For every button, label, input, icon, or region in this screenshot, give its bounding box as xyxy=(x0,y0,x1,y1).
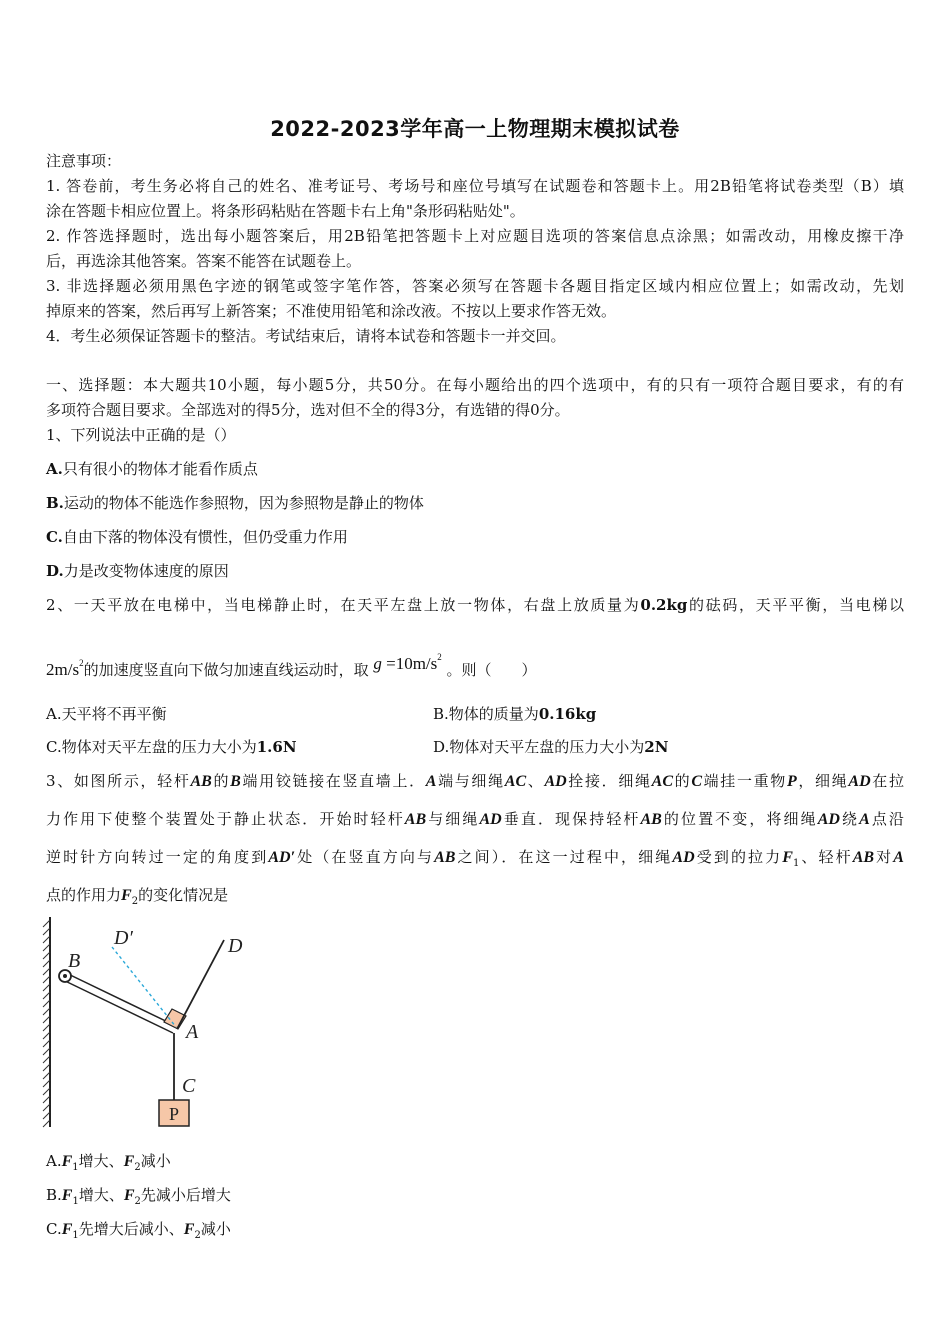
option-text: 物体对天平左盘的压力大小为 xyxy=(449,738,645,756)
option-label: B. xyxy=(46,1186,62,1204)
option-label: B. xyxy=(46,494,64,512)
var: B xyxy=(230,773,241,790)
option-label: C. xyxy=(46,528,63,546)
rope-ad-prime xyxy=(112,947,176,1027)
text: 增大、 xyxy=(78,1152,124,1170)
notice-line-5: 3. 非选择题必须用黑色字迹的钢笔或签字笔作答，答案必须写在答题卡各题目指定区域内相应位置上；如需改动，先划 xyxy=(46,277,904,295)
text: 增大、 xyxy=(78,1186,124,1204)
text: 对 xyxy=(874,848,894,866)
option-text: 只有很小的物体才能看作质点 xyxy=(62,460,258,478)
q2-option-d xyxy=(433,736,668,758)
option-text: 力是改变物体速度的原因 xyxy=(63,562,229,580)
q2-accel-value: 2m/s xyxy=(46,660,80,679)
q2-stem-c: 的加速度竖直向下做匀加速直线运动时，取 xyxy=(83,661,369,679)
label-p: P xyxy=(168,1104,180,1124)
var: AD xyxy=(544,773,567,790)
page-title: 2022-2023学年高一上物理期末模拟试卷 xyxy=(270,117,680,141)
text: 力作用下使整个装置处于静止状态．开始时轻杆 xyxy=(46,810,405,828)
subscript: 1 xyxy=(72,1162,79,1173)
text: 的 xyxy=(211,772,231,790)
text: 端用铰链接在竖直墙上． xyxy=(240,772,426,790)
q2-stem-a: 2、一天平放在电梯中，当电梯静止时，在天平左盘上放一物体，右盘上放质量为 xyxy=(46,596,641,614)
text: 在拉 xyxy=(870,772,904,790)
option-text: 运动的物体不能选作参照物，因为参照物是静止的物体 xyxy=(63,494,424,512)
wall-hatching xyxy=(43,920,50,1127)
option-label: A. xyxy=(46,1152,62,1170)
var: F xyxy=(123,1187,135,1204)
label-d: D xyxy=(228,935,243,957)
var: F xyxy=(123,1153,135,1170)
var: A xyxy=(859,811,870,828)
hinge-pin xyxy=(63,974,67,978)
label-a: A xyxy=(186,1021,199,1043)
q3-stem-line-3 xyxy=(46,846,904,875)
option-label: C. xyxy=(46,1220,62,1238)
option-label: B. xyxy=(433,705,449,723)
text: 的 xyxy=(672,772,692,790)
var: AB xyxy=(190,773,212,790)
option-label: D. xyxy=(46,562,64,580)
q2-stem-line-2 xyxy=(46,652,537,681)
text: 、轻杆 xyxy=(799,848,853,866)
var: F xyxy=(61,1153,73,1170)
text: 绕 xyxy=(839,810,860,828)
text: 先减小后增大 xyxy=(140,1186,231,1204)
subscript: 1 xyxy=(792,858,800,869)
text: 受到的拉力 xyxy=(694,848,783,866)
var: F xyxy=(61,1187,73,1204)
q3-stem-line-2 xyxy=(46,808,904,831)
q3-option-a xyxy=(46,1150,171,1179)
notice-line-2: 涂在答题卡相应位置上。将条形码粘贴在答题卡右上角"条形码粘贴处"。 xyxy=(46,202,525,220)
var: F xyxy=(782,849,793,866)
text: 之间）．在这一过程中，细绳 xyxy=(455,848,673,866)
section-intro-line-1: 一、选择题：本大题共10小题，每小题5分，共50分。在每小题给出的四个选项中，有的只有一项符合题目要求，有的有 xyxy=(46,376,904,394)
text: 端挂一重物 xyxy=(701,772,787,790)
q2-option-b xyxy=(433,703,596,725)
q2-option-c xyxy=(46,736,297,758)
notice-line-4: 后，再选涂其他答案。答案不能答在试题卷上。 xyxy=(46,252,362,270)
var: AB xyxy=(404,811,427,828)
label-c: C xyxy=(182,1075,196,1097)
option-label: D. xyxy=(433,738,450,756)
q2-accel-exp: 2 xyxy=(79,658,84,668)
q2-g xyxy=(373,654,441,673)
q3-figure xyxy=(40,912,270,1137)
var: F xyxy=(121,887,132,904)
q3-option-c xyxy=(46,1218,231,1247)
q2-stem-d: 。则（ ） xyxy=(446,661,537,679)
var: AD xyxy=(817,811,840,828)
subscript: 2 xyxy=(131,896,139,907)
g-symbol: g xyxy=(373,654,382,673)
var: AD xyxy=(479,811,502,828)
option-text: 物体对天平左盘的压力大小为 xyxy=(61,738,257,756)
text: 、 xyxy=(526,772,545,790)
q1-option-c xyxy=(46,526,348,548)
q2-stem-line-1 xyxy=(46,594,904,616)
notice-line-1: 1. 答卷前，考生务必将自己的姓名、准考证号、考场号和座位号填写在试题卷和答题卡上。用2B铅笔将试卷类型（B）填 xyxy=(46,177,904,195)
text: 点沿 xyxy=(869,810,904,828)
option-label: A. xyxy=(46,705,62,723)
text: 的变化情况是 xyxy=(138,886,229,904)
subscript: 2 xyxy=(134,1196,141,1207)
text: 处（在竖直方向与 xyxy=(295,848,435,866)
text: 端与细绳 xyxy=(436,772,505,790)
option-text: 物体的质量为 xyxy=(448,705,539,723)
text: 减小 xyxy=(200,1220,231,1238)
q3-option-b xyxy=(46,1184,231,1213)
text: 的位置不变，将细绳 xyxy=(661,810,818,828)
text: 垂直．现保持轻杆 xyxy=(501,810,641,828)
var: AC xyxy=(651,773,673,790)
option-text: 自由下落的物体没有惯性，但仍受重力作用 xyxy=(62,528,348,546)
text: 逆时针方向转过一定的角度到 xyxy=(46,848,269,866)
notice-line-3: 2. 作答选择题时，选出每小题答案后，用2B铅笔把答题卡上对应题目选项的答案信息点涂黑；如需改动，用橡皮擦干净 xyxy=(46,227,904,245)
option-text: 天平将不再平衡 xyxy=(61,705,167,723)
q3-stem-line-4 xyxy=(46,884,228,913)
option-label: C. xyxy=(46,738,62,756)
q2-option-a xyxy=(46,703,167,725)
text: ，细绳 xyxy=(796,772,849,790)
section-intro-line-2: 多项符合题目要求。全部选对的得5分，选对但不全的得3分，有选错的得0分。 xyxy=(46,401,570,419)
option-value: 1.6N xyxy=(256,738,297,756)
label-b: B xyxy=(68,950,81,972)
rod-ab-top xyxy=(64,972,176,1026)
q1-option-d xyxy=(46,560,229,582)
text: 减小 xyxy=(140,1152,171,1170)
q2-mass: 0.2kg xyxy=(640,596,688,614)
subscript: 2 xyxy=(134,1162,141,1173)
var: AD xyxy=(672,849,695,866)
q1-option-b xyxy=(46,492,424,514)
var: AB xyxy=(434,849,456,866)
var: A xyxy=(893,849,904,866)
text: 先增大后减小、 xyxy=(78,1220,184,1238)
subscript: 1 xyxy=(72,1230,79,1241)
var: F xyxy=(183,1221,195,1238)
q3-stem-line-1 xyxy=(46,770,904,793)
text: 与细绳 xyxy=(426,810,480,828)
g-exp: 2 xyxy=(437,652,442,662)
q1-option-a xyxy=(46,458,258,480)
notice-line-6: 掉原来的答案，然后再写上新答案；不准使用铅笔和涂改液。不按以上要求作答无效。 xyxy=(46,302,617,320)
rope-ad xyxy=(177,940,224,1029)
option-value: 2N xyxy=(644,738,669,756)
var: AC xyxy=(504,773,527,790)
text: 拴接．细绳 xyxy=(566,772,652,790)
q2-accel xyxy=(46,660,84,679)
subscript: 2 xyxy=(194,1230,201,1241)
subscript: 1 xyxy=(72,1196,79,1207)
notice-heading: 注意事项： xyxy=(46,152,122,170)
q2-stem-b: 的砝码，天平平衡，当电梯以 xyxy=(687,596,904,614)
var: A xyxy=(425,773,437,790)
option-value: 0.16kg xyxy=(538,705,597,723)
rod-ab-bottom xyxy=(61,979,173,1033)
var: AB xyxy=(852,849,875,866)
var: C xyxy=(691,773,702,790)
var: AB xyxy=(640,811,662,828)
var: F xyxy=(61,1221,73,1238)
label-d-prime: D′ xyxy=(114,927,133,949)
q1-stem: 1、下列说法中正确的是（） xyxy=(46,426,236,444)
var: AD′ xyxy=(268,849,296,866)
option-label: A. xyxy=(46,460,63,478)
text: 点的作用力 xyxy=(46,886,122,904)
notice-line-7: 4．考生必须保证答题卡的整洁。考试结束后，请将本试卷和答题卡一并交回。 xyxy=(46,327,566,345)
var: AD xyxy=(848,773,871,790)
var: P xyxy=(786,773,797,790)
text: 3、如图所示，轻杆 xyxy=(46,772,191,790)
g-value: =10m/s xyxy=(386,654,438,673)
